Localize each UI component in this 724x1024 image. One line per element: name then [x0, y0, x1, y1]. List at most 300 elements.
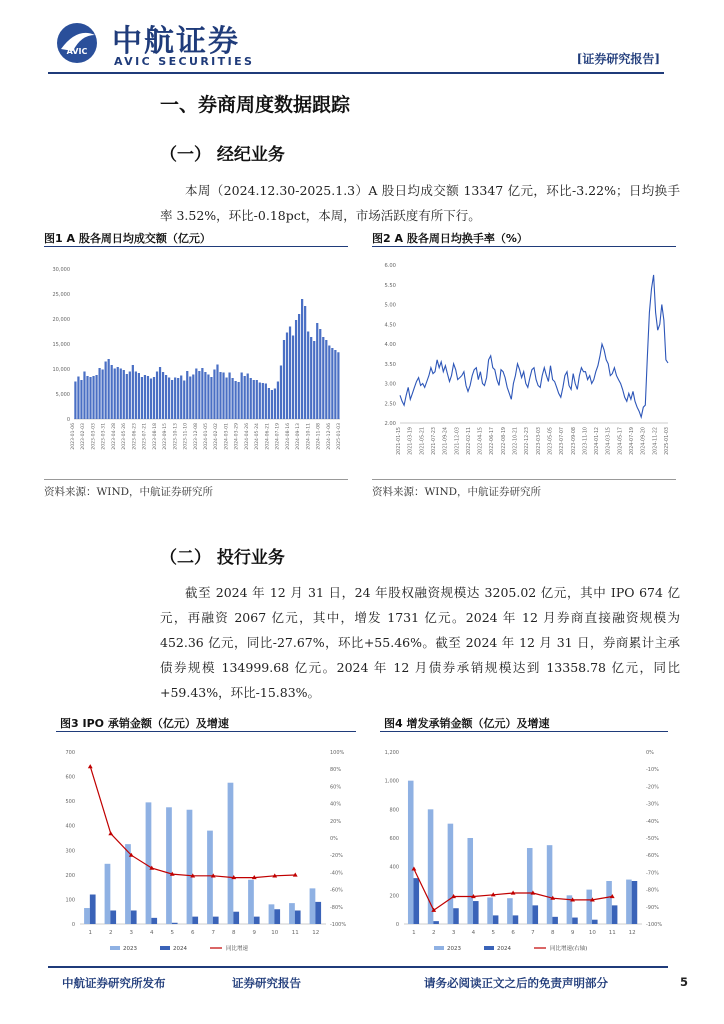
fig3-legend-label: 同比增速: [226, 946, 249, 952]
fig4-x-tick-label: 5: [491, 930, 495, 936]
fig1-bar: [301, 299, 303, 419]
fig2-y-tick-label: 6.00: [384, 263, 396, 269]
fig2-x-tick-label: 2024-09-20: [641, 427, 647, 455]
fig4-bar-2024: [414, 878, 420, 924]
fig1-bar: [198, 371, 200, 419]
fig1-bar: [114, 369, 116, 420]
fig2-x-tick-label: 2023-11-10: [583, 427, 589, 455]
fig3-x-tick-label: 9: [252, 930, 256, 936]
fig1-chart: [44, 247, 348, 479]
fig3-bar-2023: [84, 908, 90, 924]
fig1-x-tick-label: 2024-03-01: [224, 423, 230, 450]
fig4-bar-2024: [533, 905, 539, 924]
fig4-bar-2024: [572, 918, 578, 924]
fig2-x-tick-label: 2021-12-03: [455, 427, 461, 455]
fig1-bar: [192, 375, 194, 420]
fig3-bar-2024: [192, 917, 198, 924]
fig2-turnover-line: [400, 275, 668, 417]
logo-mark-text: AVIC: [66, 47, 88, 56]
fig1-bar: [189, 377, 191, 420]
fig4-x-tick-label: 4: [471, 930, 476, 936]
fig4-bar-2023: [467, 838, 473, 924]
fig3-bar-2023: [310, 888, 316, 924]
fig1-bar: [328, 346, 330, 420]
fig3-frame: [56, 731, 356, 956]
fig3-growth-marker: [108, 831, 113, 835]
fig2-frame: [372, 246, 676, 480]
fig1-bar: [177, 378, 179, 419]
fig2-x-tick-label: 2021-01-15: [397, 427, 402, 455]
fig1-bar: [86, 376, 88, 419]
fig3-bar-2024: [131, 910, 137, 924]
fig1-x-tick-label: 2024-06-21: [265, 423, 271, 450]
fig2-x-tick-label: 2021-03-19: [408, 427, 414, 455]
fig4-y-tick-label: 1,200: [384, 750, 399, 756]
fig1-bar: [195, 369, 197, 420]
fig3-bar-2023: [166, 807, 172, 924]
fig1-bar: [289, 327, 291, 420]
fig1-bar: [247, 374, 249, 420]
fig1-x-tick-label: 2024-09-13: [296, 423, 302, 450]
fig2-chart: [372, 247, 676, 479]
fig1-bar: [80, 380, 82, 419]
fig3-x-tick-label: 10: [271, 930, 279, 936]
fig2-x-tick-label: 2024-01-12: [595, 427, 601, 455]
fig3-growth-line: [90, 767, 295, 878]
fig4-y-tick-label: 200: [389, 893, 399, 900]
fig4-bar-2023: [507, 898, 513, 924]
fig2-y-tick-label: 5.00: [384, 302, 396, 309]
fig1-bar: [228, 373, 230, 420]
fig1-y-tick-label: 30,000: [52, 267, 70, 273]
fig1-bar: [259, 383, 261, 420]
section-title: 一、券商周度数据跟踪: [160, 94, 351, 116]
fig1-x-tick-label: 2023-03-31: [101, 423, 107, 450]
fig4-legend-swatch: [484, 946, 494, 950]
fig2-x-tick-label: 2024-05-17: [618, 427, 624, 455]
fig1-bar: [298, 314, 300, 419]
fig1-y-tick-label: 25,000: [52, 292, 70, 298]
fig1-bar: [238, 382, 240, 419]
fig1-bar: [316, 323, 318, 419]
fig3-bar-2024: [254, 917, 260, 924]
fig2-x-tick-label: 2022-06-17: [490, 427, 496, 455]
fig1-bar: [153, 377, 155, 419]
fig3-y-tick-label: 700: [65, 750, 75, 756]
fig2-x-tick-label: 2023-07-07: [560, 427, 566, 455]
fig1-x-tick-label: 2024-08-16: [285, 423, 291, 450]
fig3-x-tick-label: 2: [109, 930, 113, 936]
fig1-x-tick-label: 2023-04-28: [111, 423, 117, 450]
fig1-bar: [213, 370, 215, 420]
fig4-y-tick-label: 0: [395, 922, 399, 928]
fig1-title: 图1 A 股各周日均成交额（亿元）: [44, 232, 211, 245]
fig1-bar: [256, 380, 258, 419]
fig3-y-tick-label: 200: [65, 872, 75, 879]
fig4-x-tick-label: 7: [531, 930, 535, 936]
fig1-bar: [265, 384, 267, 420]
fig1-bar: [295, 320, 297, 419]
fig1-bar: [83, 372, 85, 420]
fig1-bar: [325, 340, 327, 419]
fig1-bar: [319, 329, 321, 419]
fig1-bar: [271, 390, 273, 419]
fig4-y2-tick-label: -50%: [646, 836, 659, 842]
fig4-y2-tick-label: -20%: [646, 784, 659, 791]
fig4-bar-2024: [473, 901, 479, 924]
fig3-y2-tick-label: 100%: [330, 750, 345, 756]
fig3-bar-2023: [269, 904, 275, 924]
fig1-bar: [225, 378, 227, 420]
fig1-bar: [117, 367, 119, 419]
fig3-bar-2023: [228, 783, 234, 924]
fig4-bar-2024: [513, 915, 519, 924]
fig1-x-tick-label: 2023-06-23: [132, 423, 138, 450]
fig4-y2-tick-label: -40%: [646, 818, 659, 825]
fig3-bar-2024: [90, 895, 96, 924]
fig3-bar-2024: [295, 910, 301, 924]
fig1-bar: [129, 372, 131, 420]
fig1-x-tick-label: 2024-02-02: [214, 423, 220, 450]
fig4-legend-label: 同比增速(右轴): [550, 946, 588, 952]
fig4-bar-2023: [606, 881, 612, 924]
fig3-bar-2023: [146, 802, 152, 924]
fig1-x-tick-label: 2023-05-26: [122, 423, 128, 450]
fig3-y2-tick-label: -80%: [330, 904, 343, 911]
fig4-chart: [380, 732, 668, 956]
fig1-x-tick-label: 2024-04-26: [244, 423, 250, 450]
fig4-x-tick-label: 10: [588, 930, 596, 936]
fig4-y-tick-label: 600: [389, 836, 399, 842]
fig4-x-tick-label: 2: [432, 930, 436, 936]
fig4-x-tick-label: 6: [511, 930, 515, 936]
footer-divider: [48, 966, 668, 968]
fig1-x-tick-label: 2024-05-24: [255, 423, 261, 450]
fig3-x-tick-label: 8: [232, 930, 236, 936]
fig2-x-tick-label: 2024-11-22: [653, 427, 659, 455]
ib-paragraph: 截至 2024 年 12 月 31 日，24 年股权融资规模达 3205.02 亿元，其中 IPO 674 亿元，再融资 2067 亿元，其中，增发 1731 亿元。2024 年 12 月券商直接融资规模为 452.36 亿元，同比-27.67%，环比+55.46%。截至 2024 年 12 月 31 日，券商累计主承债券规模 134999.68 亿元。2024 年 12 月债券承销规模达到 13358.78 亿元，同比+59.43%，环比-15.83%。: [160, 585, 680, 700]
fig3-bar-2024: [213, 917, 219, 924]
fig1-bar: [310, 337, 312, 419]
fig1-x-tick-label: 2024-07-19: [275, 423, 281, 450]
fig1-bar: [253, 380, 255, 419]
fig3-x-tick-label: 12: [312, 930, 320, 936]
fig1-bar: [138, 373, 140, 419]
fig1-x-tick-label: 2023-10-13: [173, 423, 179, 450]
fig3-growth-marker: [88, 764, 93, 768]
fig1-x-tick-label: 2023-12-08: [193, 423, 199, 450]
fig1-bar: [105, 362, 107, 420]
fig1-bar: [204, 372, 206, 419]
fig1-x-tick-label: 2023-02-03: [81, 423, 87, 450]
fig4-growth-line: [414, 869, 612, 910]
fig3-legend-label: 2024: [173, 946, 187, 952]
fig3-bar-2023: [248, 880, 254, 924]
fig1-x-tick-label: 2023-09-15: [163, 423, 169, 450]
fig1-bar: [159, 367, 161, 419]
fig4-y2-tick-label: -30%: [646, 801, 659, 808]
fig3-bar-2023: [289, 903, 295, 924]
fig3-bar-2024: [274, 909, 280, 924]
fig2-y-tick-label: 3.50: [384, 361, 396, 368]
fig1-bar: [280, 366, 282, 420]
fig4-bar-2024: [632, 881, 638, 924]
fig1-x-tick-label: 2023-08-18: [152, 423, 158, 450]
fig2-x-tick-label: 2022-12-23: [525, 427, 531, 455]
fig3-y2-tick-label: -20%: [330, 853, 343, 860]
fig1-bar: [98, 368, 100, 419]
fig2-x-tick-label: 2021-09-24: [443, 427, 449, 455]
fig3-legend-label: 2023: [123, 946, 137, 952]
fig1-y-tick-label: 5,000: [55, 392, 70, 398]
fig1-bar: [74, 382, 76, 420]
fig1-x-tick-label: 2024-12-06: [326, 423, 332, 450]
fig1-bar: [235, 381, 237, 419]
logo-english: AVIC SECURITIES: [114, 55, 255, 68]
fig1-bar: [307, 332, 309, 420]
fig1-bar: [274, 389, 276, 420]
fig4-y2-tick-label: -90%: [646, 904, 659, 911]
fig4-x-tick-label: 9: [570, 930, 575, 936]
fig1-bar: [168, 378, 170, 420]
fig1-bar: [147, 376, 149, 419]
fig3-x-tick-label: 3: [129, 930, 133, 936]
fig1-bar: [331, 348, 333, 419]
fig1-x-tick-label: 2023-01-06: [71, 423, 76, 450]
fig3-bar-2024: [172, 923, 178, 924]
fig1-bar: [304, 306, 306, 419]
fig1-bar: [120, 369, 122, 420]
fig1-bar: [337, 352, 339, 419]
fig1-bar: [165, 375, 167, 419]
fig1-bar: [283, 340, 285, 419]
fig4-bar-2024: [592, 920, 598, 924]
fig3-bar-2024: [315, 902, 321, 924]
fig1-bar: [144, 375, 146, 419]
fig4-y2-tick-label: -10%: [646, 767, 659, 774]
fig4-x-tick-label: 3: [451, 930, 456, 936]
fig3-x-tick-label: 11: [291, 930, 299, 936]
fig2-x-tick-label: 2021-07-23: [431, 427, 437, 455]
fig3-x-tick-label: 6: [191, 930, 195, 936]
fig2-x-tick-label: 2023-05-05: [548, 427, 554, 455]
fig1-bar: [210, 377, 212, 419]
fig3-y2-tick-label: -100%: [330, 922, 347, 928]
fig3-y-tick-label: 600: [65, 774, 75, 781]
fig3-y2-tick-label: 60%: [330, 784, 342, 791]
fig1-bar: [92, 376, 94, 419]
fig1-bar: [183, 381, 185, 420]
fig1-bar: [241, 373, 243, 420]
fig1-bar: [216, 365, 218, 420]
fig4-legend-label: 2023: [447, 946, 461, 952]
fig4-bar-2023: [408, 781, 414, 924]
footer-report-type: 证券研究报告: [232, 976, 301, 990]
fig2-y-tick-label: 3.00: [384, 381, 396, 388]
fig1-bar: [250, 378, 252, 419]
fig1-bar: [322, 337, 324, 419]
fig2-x-tick-label: 2022-04-15: [478, 427, 484, 455]
fig1-bar: [180, 376, 182, 420]
fig1-bar: [277, 382, 279, 420]
fig1-x-tick-label: 2025-01-03: [337, 423, 342, 450]
fig4-bar-2024: [453, 908, 459, 924]
fig1-bar: [150, 379, 152, 420]
fig3-bar-2024: [110, 910, 116, 924]
fig4-y2-tick-label: -80%: [646, 887, 659, 894]
fig4-y-tick-label: 800: [389, 807, 399, 814]
fig4-x-tick-label: 1: [412, 930, 416, 936]
footer-publisher: 中航证券研究所发布: [62, 976, 166, 990]
subsection-ib-title: （二） 投行业务: [160, 548, 285, 568]
fig2-x-tick-label: 2025-01-03: [665, 427, 670, 455]
fig1-y-tick-label: 0: [66, 417, 70, 423]
fig4-y-tick-label: 1,000: [384, 778, 399, 785]
fig1-bar: [111, 365, 113, 419]
fig2-x-tick-label: 2024-03-15: [606, 427, 612, 455]
fig4-y2-tick-label: 0%: [646, 750, 654, 756]
fig1-bar: [207, 375, 209, 420]
fig1-x-tick-label: 2023-03-03: [91, 423, 97, 450]
page-number: 5: [680, 975, 689, 989]
footer-disclaimer-note: 请务必阅读正文之后的免责声明部分: [424, 976, 608, 990]
fig4-frame: [380, 731, 668, 956]
fig4-y2-tick-label: -60%: [646, 853, 659, 860]
fig2-y-tick-label: 2.50: [384, 401, 396, 408]
fig3-bar-2023: [187, 810, 193, 924]
fig1-bar: [286, 333, 288, 420]
fig1-bar: [244, 376, 246, 419]
fig1-bar: [222, 373, 224, 420]
fig1-frame: [44, 246, 348, 480]
fig4-legend-label: 2024: [497, 946, 511, 952]
fig3-legend-swatch: [110, 946, 120, 950]
avic-logo-icon: [55, 21, 99, 65]
fig3-x-tick-label: 5: [170, 930, 174, 936]
fig1-bar: [132, 365, 134, 419]
fig2-x-tick-label: 2022-10-21: [513, 427, 519, 455]
fig1-bar: [174, 378, 176, 420]
fig1-bar: [77, 377, 79, 420]
fig4-bar-2024: [493, 915, 499, 924]
fig3-x-tick-label: 4: [150, 930, 154, 936]
fig2-x-tick-label: 2024-07-19: [630, 427, 636, 455]
fig1-bar: [126, 374, 128, 419]
fig4-bar-2023: [448, 824, 454, 924]
fig3-title: 图3 IPO 承销金额（亿元）及增速: [60, 717, 229, 730]
fig1-bar: [102, 370, 104, 420]
fig1-bar: [268, 388, 270, 419]
fig2-y-tick-label: 2.00: [384, 421, 396, 427]
report-type-tag: [证券研究报告]: [576, 52, 660, 66]
fig1-bar: [186, 371, 188, 419]
fig1-bar: [201, 368, 203, 419]
fig3-y-tick-label: 500: [65, 799, 75, 806]
fig3-x-tick-label: 1: [88, 930, 92, 936]
fig1-bar: [123, 370, 125, 419]
fig4-title: 图4 增发承销金额（亿元）及增速: [384, 717, 550, 730]
fig3-bar-2024: [233, 912, 239, 924]
fig3-y2-tick-label: 40%: [330, 801, 342, 808]
subsection-brokerage-title: （一） 经纪业务: [160, 145, 285, 165]
fig3-y2-tick-label: 20%: [330, 818, 342, 825]
fig1-bar: [262, 383, 264, 419]
fig1-x-tick-label: 2023-07-21: [142, 423, 148, 450]
fig3-y2-tick-label: 80%: [330, 767, 342, 774]
fig4-x-tick-label: 8: [551, 930, 555, 936]
fig3-y-tick-label: 0: [71, 922, 75, 928]
fig3-y2-tick-label: 0%: [330, 836, 338, 842]
fig1-y-tick-label: 10,000: [52, 367, 70, 373]
fig1-bar: [95, 375, 97, 419]
fig3-y-tick-label: 100: [65, 897, 75, 904]
fig3-y2-tick-label: -40%: [330, 870, 343, 877]
fig1-bar: [171, 380, 173, 419]
fig1-x-tick-label: 2024-03-29: [234, 423, 240, 450]
fig4-bar-2023: [547, 845, 553, 924]
logo-chinese: 中航证券: [112, 24, 240, 59]
fig4-bar-2023: [527, 848, 533, 924]
fig1-bar: [141, 377, 143, 419]
fig1-bar: [219, 372, 221, 419]
fig4-x-tick-label: 12: [628, 930, 636, 936]
fig1-bar: [135, 372, 137, 420]
fig3-x-tick-label: 7: [211, 930, 215, 936]
fig3-y-tick-label: 400: [65, 823, 75, 830]
fig2-x-tick-label: 2021-05-21: [420, 427, 426, 455]
fig4-bar-2024: [612, 905, 618, 924]
fig1-bar: [292, 336, 294, 420]
fig3-bar-2024: [151, 918, 157, 924]
fig1-bar: [89, 377, 91, 419]
fig1-x-tick-label: 2024-11-08: [316, 423, 322, 450]
fig2-y-tick-label: 4.50: [384, 322, 396, 329]
fig1-bar: [231, 378, 233, 419]
fig4-bar-2024: [552, 917, 558, 924]
fig2-x-tick-label: 2023-09-08: [571, 427, 577, 455]
fig4-x-tick-label: 11: [608, 930, 616, 936]
fig2-title: 图2 A 股各周日均换手率（%）: [372, 232, 528, 245]
fig2-x-tick-label: 2023-03-03: [536, 427, 542, 455]
fig1-bar: [313, 341, 315, 419]
fig2-y-tick-label: 5.50: [384, 282, 396, 289]
fig1-x-tick-label: 2024-10-11: [306, 423, 312, 450]
fig3-chart: [56, 732, 356, 956]
fig4-y2-tick-label: -70%: [646, 870, 659, 877]
fig1-x-tick-label: 2023-11-10: [183, 423, 189, 450]
fig1-bar: [108, 359, 110, 419]
fig4-bar-2023: [487, 897, 493, 924]
fig1-y-tick-label: 15,000: [52, 342, 70, 348]
fig1-y-tick-label: 20,000: [52, 317, 70, 323]
fig1-bar: [334, 350, 336, 419]
brokerage-paragraph: 本周（2024.12.30-2025.1.3）A 股日均成交额 13347 亿元，环比-3.22%；日均换手率 3.52%，环比-0.18pct，本周，市场活跃度有所下行。: [160, 183, 680, 223]
fig1-source: 资料来源：WIND，中航证券研究所: [44, 486, 214, 498]
header-divider: [48, 72, 664, 74]
fig2-y-tick-label: 4.00: [384, 342, 396, 348]
fig1-x-tick-label: 2024-01-05: [204, 423, 209, 450]
fig2-x-tick-label: 2022-08-19: [501, 427, 507, 455]
fig4-bar-2023: [626, 880, 632, 924]
fig4-legend-swatch: [434, 946, 444, 950]
fig2-x-tick-label: 2022-02-11: [466, 427, 472, 455]
fig3-bar-2023: [105, 864, 111, 924]
fig4-bar-2023: [586, 890, 592, 924]
fig1-bar: [156, 372, 158, 420]
fig3-legend-swatch: [160, 946, 170, 950]
fig3-y-tick-label: 300: [65, 848, 75, 855]
fig4-y-tick-label: 400: [389, 864, 399, 871]
